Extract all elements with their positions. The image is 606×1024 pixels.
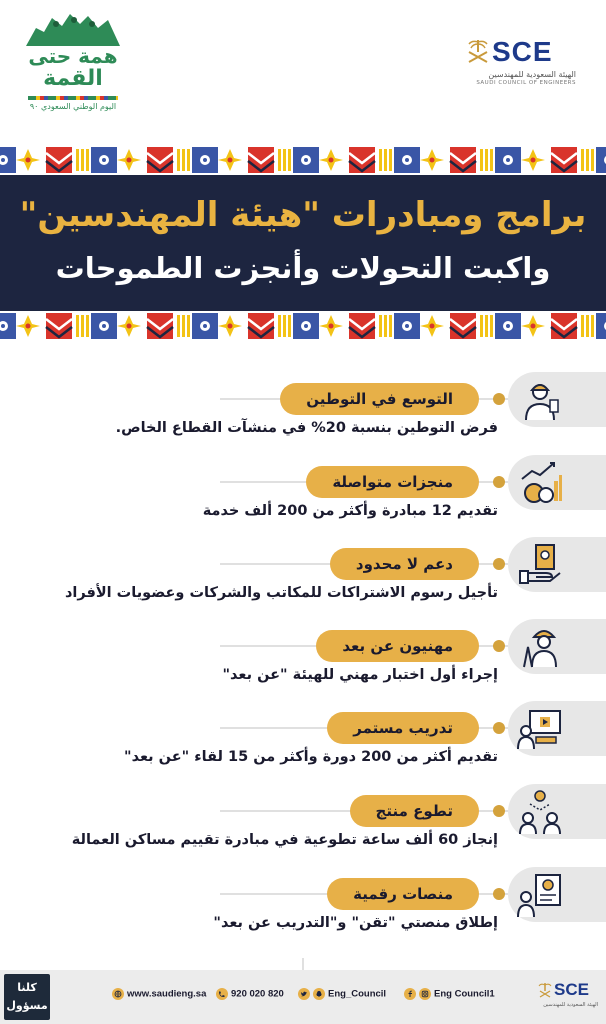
sce-brand-english: SAUDI COUNCIL OF ENGINEERS	[476, 80, 576, 86]
initiative-description: إطلاق منصتي "تقن" و"التدريب عن بعد"	[213, 915, 498, 931]
globe-icon	[112, 988, 124, 1000]
snapchat-icon	[313, 988, 325, 1000]
phone-text: 920 020 820	[231, 988, 284, 1000]
row-icon-box	[508, 867, 606, 922]
worker-icon	[516, 376, 564, 424]
initiative-label: تطوع منتج	[350, 795, 479, 827]
volunteers-icon	[516, 788, 564, 836]
chart-growth-icon	[516, 459, 564, 507]
initiative-label: دعم لا محدود	[330, 548, 479, 580]
sce-logo	[466, 36, 576, 90]
row-connector-dot	[493, 805, 505, 817]
twitter-icon	[298, 988, 310, 1000]
row-connector-dot	[493, 640, 505, 652]
initiative-row	[0, 455, 606, 535]
decorative-pattern-top	[0, 145, 606, 175]
engineer-icon	[516, 623, 564, 671]
campaign-slogan-line2: القمة	[43, 66, 103, 91]
initiative-label: التوسع في التوطين	[280, 383, 479, 415]
initiative-description: تقديم 12 مبادرة وأكثر من 200 ألف خدمة	[202, 503, 498, 519]
campaign-caption: اليوم الوطني السعودي ٩٠	[29, 102, 117, 111]
footer-sce-arabic: الهيئة السعودية للمهندسين	[543, 1002, 598, 1008]
sce-brand-arabic: الهيئة السعودية للمهندسين	[488, 70, 576, 79]
sce-brand-text: SCE	[492, 36, 553, 67]
campaign-logo	[18, 10, 128, 115]
row-icon-box	[508, 372, 606, 427]
row-connector-dot	[493, 558, 505, 570]
initiative-label: منصات رقمية	[327, 878, 479, 910]
row-connector-dot	[493, 888, 505, 900]
website-text: www.saudieng.sa	[127, 988, 207, 1000]
mountains-icon	[26, 10, 120, 46]
facebook-icon	[404, 988, 416, 1000]
palm-swords-emblem-icon	[466, 38, 490, 64]
left-logo-line1: كلنا	[17, 981, 37, 994]
row-connector-dot	[493, 722, 505, 734]
footer-website[interactable]	[112, 988, 206, 1000]
footer-sce-logo	[538, 980, 598, 1014]
initiative-description: إنجاز 60 ألف ساعة تطوعية في مبادرة تقييم مساكن العمالة	[71, 832, 498, 848]
row-connector-dot	[493, 476, 505, 488]
banner-title: برامج ومبادرات "هيئة المهندسين"	[19, 195, 587, 235]
phone-icon	[216, 988, 228, 1000]
initiative-description: تقديم أكثر من 200 دورة وأكثر من 15 لقاء "عن بعد"	[124, 749, 498, 765]
footer-twitter[interactable]	[298, 988, 386, 1000]
twitter-handle: Eng_Council	[328, 988, 387, 1000]
initiative-row	[0, 619, 606, 699]
banner-subtitle: واكبت التحولات وأنجزت الطموحات	[55, 251, 551, 285]
footer-sce-brand: SCE	[554, 980, 589, 999]
initiative-label: منجزات متواصلة	[306, 466, 479, 498]
initiative-description: تأجيل رسوم الاشتراكات للمكاتب والشركات وعضويات الأفراد	[64, 585, 498, 601]
decorative-pattern-bottom	[0, 311, 606, 341]
footer-phone[interactable]	[216, 988, 284, 1000]
initiative-label: مهنيون عن بعد	[316, 630, 479, 662]
initiative-row	[0, 701, 606, 781]
digital-platform-icon	[516, 871, 564, 919]
footer	[0, 970, 606, 1024]
footer-facebook[interactable]	[404, 988, 495, 1000]
hand-card-icon	[516, 541, 564, 589]
facebook-handle: Eng Council1	[434, 988, 495, 1000]
initiative-description: فرض التوطين بنسبة 20% في منشآت القطاع الخاص.	[115, 420, 498, 436]
row-icon-box	[508, 701, 606, 756]
online-training-icon	[516, 705, 564, 753]
campaign-slogan-line1: همة حتى	[28, 44, 118, 68]
row-connector-dot	[493, 393, 505, 405]
kulluna-masool-logo	[4, 974, 50, 1020]
initiative-label: تدريب مستمر	[327, 712, 479, 744]
left-logo-line2: مسؤول	[6, 999, 48, 1012]
title-banner	[0, 175, 606, 311]
campaign-color-strip	[28, 96, 118, 100]
row-icon-box	[508, 784, 606, 839]
initiative-row	[0, 867, 606, 947]
initiative-row	[0, 372, 606, 452]
instagram-icon	[419, 988, 431, 1000]
initiative-row	[0, 537, 606, 617]
palm-swords-emblem-icon	[538, 982, 552, 998]
initiative-row	[0, 784, 606, 864]
row-icon-box	[508, 619, 606, 674]
initiative-description: إجراء أول اختبار مهني للهيئة "عن بعد"	[222, 667, 498, 683]
row-icon-box	[508, 537, 606, 592]
row-icon-box	[508, 455, 606, 510]
